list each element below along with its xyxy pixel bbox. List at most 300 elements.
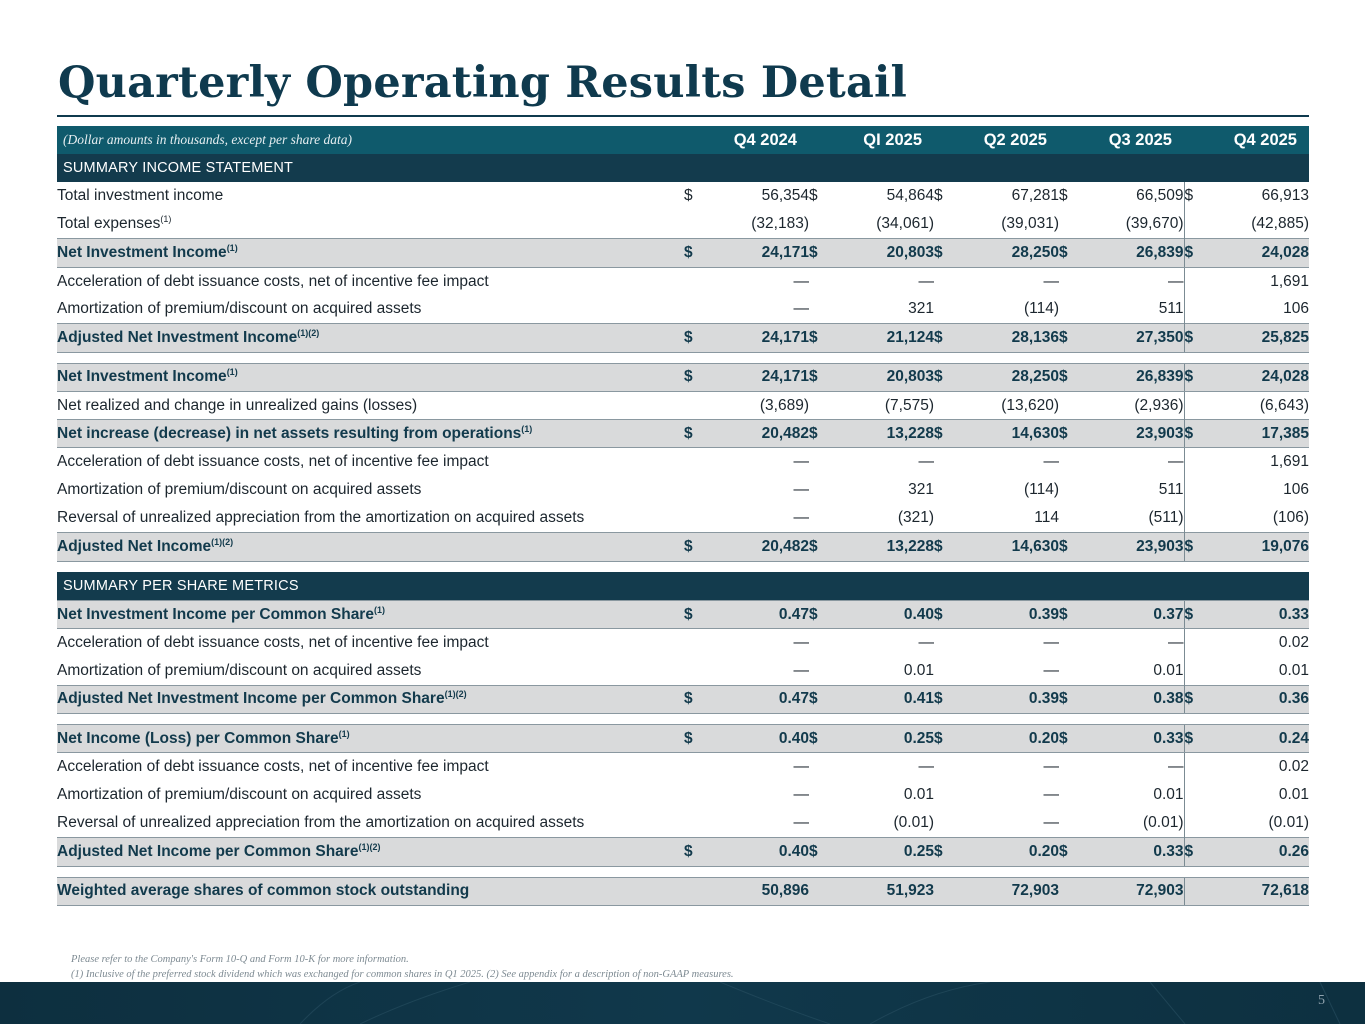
value-cell: — (1076, 267, 1184, 295)
value-cell: 21,124 (826, 324, 934, 352)
currency-symbol: $ (934, 182, 951, 210)
value-cell: 23,903 (1076, 420, 1184, 448)
table-row (57, 267, 1309, 295)
currency-symbol: $ (1184, 324, 1201, 352)
value-cell: 511 (1076, 295, 1184, 323)
value-cell: 0.33 (1076, 838, 1184, 866)
currency-symbol (684, 781, 701, 809)
section-header: SUMMARY PER SHARE METRICS (57, 572, 1309, 600)
currency-symbol: $ (809, 838, 826, 866)
table-row (57, 391, 1309, 419)
currency-symbol (684, 810, 701, 838)
value-cell: — (701, 448, 809, 476)
currency-symbol: $ (1184, 182, 1201, 210)
table-row (57, 324, 1309, 352)
table-row (57, 838, 1309, 866)
row-label-text: Adjusted Net Investment Income (57, 328, 298, 346)
value-cell: 114 (951, 505, 1059, 533)
currency-symbol (809, 781, 826, 809)
currency-symbol (684, 505, 701, 533)
value-cell: 72,903 (1076, 877, 1184, 905)
row-label-text: Adjusted Net Income (57, 538, 212, 555)
currency-symbol: $ (1184, 239, 1201, 267)
currency-symbol (809, 753, 826, 781)
currency-symbol (809, 391, 826, 419)
currency-symbol: $ (1059, 838, 1076, 866)
row-label (57, 211, 684, 239)
value-cell: (106) (1201, 505, 1309, 533)
row-label-text: Amortization of premium/discount on acquired assets (57, 300, 422, 318)
value-cell: 0.40 (701, 838, 809, 866)
value-cell: 0.33 (1076, 725, 1184, 753)
value-cell: — (951, 753, 1059, 781)
table-row (57, 448, 1309, 476)
currency-symbol (809, 211, 826, 239)
spacer-row (57, 866, 1309, 877)
row-label-text: Total expenses (57, 215, 161, 233)
value-cell: — (1076, 629, 1184, 657)
currency-symbol (684, 295, 701, 323)
currency-symbol: $ (934, 363, 951, 391)
value-cell: — (701, 753, 809, 781)
value-cell: 26,839 (1076, 363, 1184, 391)
value-cell: 1,691 (1201, 267, 1309, 295)
currency-symbol: $ (934, 420, 951, 448)
row-label-text: Net Investment Income (57, 244, 227, 262)
value-cell: — (701, 810, 809, 838)
value-cell: 321 (826, 476, 934, 504)
table-row (57, 363, 1309, 391)
value-cell: 0.40 (701, 725, 809, 753)
currency-symbol (809, 629, 826, 657)
currency-symbol: $ (1059, 685, 1076, 713)
row-label-text: Reversal of unrealized appreciation from the amortization on acquired assets (57, 814, 585, 832)
value-cell: 20,803 (826, 239, 934, 267)
currency-symbol (809, 877, 826, 905)
spacer-row (57, 561, 1309, 572)
value-cell: 106 (1201, 476, 1309, 504)
table-row (57, 629, 1309, 657)
currency-symbol: $ (809, 533, 826, 561)
value-cell: (34,061) (826, 211, 934, 239)
footnote-marker: (1) (160, 214, 172, 225)
row-label-text: Amortization of premium/discount on acquired assets (57, 661, 422, 679)
currency-symbol (684, 476, 701, 504)
value-cell: 511 (1076, 476, 1184, 504)
footnote-marker: (1)(2) (358, 841, 381, 852)
footnote-marker: (1)(2) (297, 327, 320, 338)
currency-symbol: $ (934, 838, 951, 866)
section-header-row (57, 154, 1309, 182)
currency-symbol (809, 505, 826, 533)
value-cell: (2,936) (1076, 391, 1184, 419)
section-header: SUMMARY INCOME STATEMENT (57, 154, 1309, 182)
column-header-period: Q3 2025 (1059, 126, 1184, 154)
currency-symbol (1184, 295, 1201, 323)
currency-symbol: $ (684, 420, 701, 448)
currency-symbol: $ (1059, 324, 1076, 352)
row-label (57, 239, 684, 267)
value-cell: 0.01 (1076, 657, 1184, 685)
value-cell: (511) (1076, 505, 1184, 533)
value-cell: — (701, 295, 809, 323)
table-row (57, 657, 1309, 685)
value-cell: — (951, 629, 1059, 657)
spacer-row (57, 714, 1309, 725)
currency-symbol: $ (809, 363, 826, 391)
value-cell: 0.38 (1076, 685, 1184, 713)
row-label (57, 838, 684, 866)
value-cell: — (951, 657, 1059, 685)
currency-symbol: $ (934, 324, 951, 352)
value-cell: — (951, 448, 1059, 476)
table-row (57, 877, 1309, 905)
footnote-marker: (1)(2) (211, 537, 234, 547)
spacer-row (57, 352, 1309, 363)
value-cell: — (701, 267, 809, 295)
currency-symbol (1059, 476, 1076, 504)
footer-decoration (0, 982, 1365, 1024)
currency-symbol (684, 391, 701, 419)
currency-symbol (934, 781, 951, 809)
footer-band (0, 982, 1365, 1024)
value-cell: — (826, 753, 934, 781)
currency-symbol (934, 753, 951, 781)
row-label (57, 877, 684, 905)
value-cell: 67,281 (951, 182, 1059, 210)
table-row (57, 505, 1309, 533)
currency-symbol (809, 476, 826, 504)
value-cell: 0.25 (826, 725, 934, 753)
currency-symbol (1184, 781, 1201, 809)
value-cell: 0.40 (826, 600, 934, 628)
value-cell: 0.39 (951, 600, 1059, 628)
value-cell: (32,183) (701, 211, 809, 239)
value-cell: — (1076, 448, 1184, 476)
currency-symbol (684, 267, 701, 295)
table-row (57, 295, 1309, 323)
value-cell: (321) (826, 505, 934, 533)
currency-symbol: $ (809, 725, 826, 753)
row-label (57, 600, 684, 628)
table-header-row (57, 126, 1309, 154)
units-note: (Dollar amounts in thousands, except per share data) (57, 126, 684, 154)
currency-symbol: $ (934, 533, 951, 561)
value-cell: 20,803 (826, 363, 934, 391)
currency-symbol (1184, 629, 1201, 657)
value-cell: (6,643) (1201, 391, 1309, 419)
currency-symbol (684, 877, 701, 905)
currency-symbol: $ (1059, 600, 1076, 628)
footnote-marker: (1) (226, 367, 238, 378)
footnote-marker: (1) (226, 243, 238, 254)
currency-symbol (934, 476, 951, 504)
value-cell: 0.39 (951, 685, 1059, 713)
value-cell: 1,691 (1201, 448, 1309, 476)
value-cell: 0.24 (1201, 725, 1309, 753)
value-cell: 25,825 (1201, 324, 1309, 352)
currency-symbol (1184, 476, 1201, 504)
column-header-period: QI 2025 (809, 126, 934, 154)
row-label-text: Net Investment Income (57, 368, 227, 386)
value-cell: 0.47 (701, 600, 809, 628)
value-cell: 0.01 (826, 781, 934, 809)
footnote-marker: (1) (373, 604, 385, 615)
value-cell: 0.26 (1201, 838, 1309, 866)
row-label-text: Amortization of premium/discount on acquired assets (57, 786, 422, 804)
value-cell: (0.01) (1201, 810, 1309, 838)
value-cell: 23,903 (1076, 533, 1184, 561)
row-label (57, 182, 684, 210)
row-label (57, 420, 684, 448)
value-cell: 28,250 (951, 239, 1059, 267)
value-cell: 19,076 (1201, 533, 1309, 561)
value-cell: — (826, 448, 934, 476)
row-label-text: Acceleration of debt issuance costs, net of incentive fee impact (57, 272, 489, 290)
currency-symbol (934, 448, 951, 476)
table-row (57, 685, 1309, 713)
currency-symbol (1184, 505, 1201, 533)
value-cell: 66,509 (1076, 182, 1184, 210)
table-row (57, 211, 1309, 239)
row-label-text: Net Investment Income per Common Share (57, 605, 374, 623)
row-label (57, 781, 684, 809)
row-label (57, 629, 684, 657)
value-cell: 0.36 (1201, 685, 1309, 713)
currency-symbol (809, 295, 826, 323)
footnote-refer: Please refer to the Company's Form 10-Q and Form 10-K for more information. (71, 954, 409, 965)
value-cell: (39,670) (1076, 211, 1184, 239)
row-label-text: Acceleration of debt issuance costs, net of incentive fee impact (57, 453, 489, 471)
value-cell: 0.33 (1201, 600, 1309, 628)
currency-symbol: $ (1184, 420, 1201, 448)
currency-symbol: $ (684, 838, 701, 866)
currency-symbol: $ (1059, 182, 1076, 210)
currency-symbol: $ (809, 420, 826, 448)
row-label (57, 295, 684, 323)
currency-symbol: $ (1184, 685, 1201, 713)
currency-symbol: $ (684, 363, 701, 391)
row-label (57, 267, 684, 295)
value-cell: 14,630 (951, 533, 1059, 561)
value-cell: 0.01 (826, 657, 934, 685)
row-label-text: Net realized and change in unrealized gains (losses) (57, 396, 418, 414)
currency-symbol (1184, 657, 1201, 685)
table-row (57, 420, 1309, 448)
row-label-text: Acceleration of debt issuance costs, net of incentive fee impact (57, 758, 489, 776)
value-cell: 0.20 (951, 725, 1059, 753)
table-row (57, 600, 1309, 628)
value-cell: 321 (826, 295, 934, 323)
currency-symbol: $ (809, 324, 826, 352)
currency-symbol (1059, 505, 1076, 533)
row-label-text: Total investment income (57, 187, 224, 205)
value-cell: 26,839 (1076, 239, 1184, 267)
value-cell: 50,896 (701, 877, 809, 905)
value-cell: 24,028 (1201, 363, 1309, 391)
value-cell: — (701, 781, 809, 809)
currency-symbol: $ (934, 239, 951, 267)
currency-symbol (1184, 391, 1201, 419)
page-number: 5 (1318, 993, 1325, 1008)
value-cell: 24,171 (701, 363, 809, 391)
value-cell: — (951, 810, 1059, 838)
currency-symbol: $ (1059, 533, 1076, 561)
value-cell: 17,385 (1201, 420, 1309, 448)
row-label (57, 657, 684, 685)
row-label (57, 685, 684, 713)
value-cell: (7,575) (826, 391, 934, 419)
currency-symbol (1184, 753, 1201, 781)
value-cell: (114) (951, 295, 1059, 323)
currency-symbol (934, 629, 951, 657)
value-cell: — (951, 781, 1059, 809)
currency-symbol (1059, 753, 1076, 781)
value-cell: 106 (1201, 295, 1309, 323)
row-label (57, 363, 684, 391)
currency-symbol: $ (1059, 725, 1076, 753)
currency-symbol (1184, 267, 1201, 295)
currency-symbol (684, 448, 701, 476)
row-label (57, 324, 684, 352)
currency-symbol (1059, 810, 1076, 838)
value-cell: 0.37 (1076, 600, 1184, 628)
value-cell: 0.02 (1201, 753, 1309, 781)
currency-symbol (1059, 267, 1076, 295)
currency-symbol: $ (809, 182, 826, 210)
currency-symbol: $ (809, 600, 826, 628)
row-label-text: Reversal of unrealized appreciation from the amortization on acquired assets (57, 509, 585, 527)
currency-symbol (1059, 295, 1076, 323)
currency-symbol (934, 877, 951, 905)
column-header-period: Q2 2025 (934, 126, 1059, 154)
column-header-period: Q4 2024 (684, 126, 809, 154)
value-cell: — (701, 476, 809, 504)
currency-symbol (934, 505, 951, 533)
currency-symbol (1184, 877, 1201, 905)
currency-symbol (934, 211, 951, 239)
row-label (57, 448, 684, 476)
value-cell: 20,482 (701, 420, 809, 448)
currency-symbol: $ (1184, 838, 1201, 866)
currency-symbol: $ (934, 725, 951, 753)
value-cell: 0.01 (1076, 781, 1184, 809)
row-label-text: Net Income (Loss) per Common Share (57, 729, 339, 747)
row-label-text: Net increase (decrease) in net assets resulting from operations (57, 424, 522, 442)
currency-symbol: $ (1184, 363, 1201, 391)
value-cell: 72,618 (1201, 877, 1309, 905)
currency-symbol: $ (684, 533, 701, 561)
currency-symbol: $ (809, 239, 826, 267)
currency-symbol (1059, 391, 1076, 419)
value-cell: (114) (951, 476, 1059, 504)
value-cell: 54,864 (826, 182, 934, 210)
row-label (57, 810, 684, 838)
value-cell: 24,171 (701, 324, 809, 352)
value-cell: 0.02 (1201, 629, 1309, 657)
row-label-text: Adjusted Net Income per Common Share (57, 842, 359, 860)
currency-symbol (684, 657, 701, 685)
currency-symbol (1184, 810, 1201, 838)
currency-symbol (934, 391, 951, 419)
value-cell: 0.47 (701, 685, 809, 713)
value-cell: — (951, 267, 1059, 295)
table-row (57, 182, 1309, 210)
currency-symbol (1059, 629, 1076, 657)
currency-symbol: $ (684, 600, 701, 628)
row-label (57, 533, 684, 561)
currency-symbol (1059, 657, 1076, 685)
row-label-text: Acceleration of debt issuance costs, net of incentive fee impact (57, 634, 489, 652)
currency-symbol: $ (1184, 725, 1201, 753)
footnote-marker: (1)(2) (444, 689, 467, 700)
value-cell: 24,171 (701, 239, 809, 267)
value-cell: 24,028 (1201, 239, 1309, 267)
value-cell: 20,482 (701, 533, 809, 561)
value-cell: 14,630 (951, 420, 1059, 448)
currency-symbol: $ (934, 600, 951, 628)
table-row (57, 476, 1309, 504)
value-cell: — (826, 629, 934, 657)
value-cell: (0.01) (1076, 810, 1184, 838)
currency-symbol: $ (684, 725, 701, 753)
value-cell: 56,354 (701, 182, 809, 210)
value-cell: 27,350 (1076, 324, 1184, 352)
currency-symbol: $ (684, 685, 701, 713)
table-row (57, 725, 1309, 753)
table-row (57, 810, 1309, 838)
operating-results-table (57, 126, 1309, 906)
value-cell: 0.01 (1201, 781, 1309, 809)
row-label-text: Amortization of premium/discount on acquired assets (57, 481, 422, 499)
table-row (57, 533, 1309, 561)
footnote-definitions: (1) Inclusive of the preferred stock dividend which was exchanged for common shares in Q1 2025. (2) See appendix for a description of non-GAAP measures. (71, 969, 734, 980)
value-cell: 28,136 (951, 324, 1059, 352)
value-cell: 51,923 (826, 877, 934, 905)
currency-symbol (1184, 448, 1201, 476)
value-cell: (42,885) (1201, 211, 1309, 239)
currency-symbol (934, 295, 951, 323)
row-label-text: Weighted average shares of common stock outstanding (57, 882, 470, 900)
value-cell: — (701, 505, 809, 533)
value-cell: 0.20 (951, 838, 1059, 866)
footnotes (71, 952, 734, 982)
value-cell: 0.41 (826, 685, 934, 713)
table-row (57, 753, 1309, 781)
column-header-period: Q4 2025 (1184, 126, 1309, 154)
value-cell: (39,031) (951, 211, 1059, 239)
value-cell: (3,689) (701, 391, 809, 419)
row-label (57, 753, 684, 781)
row-label (57, 725, 684, 753)
title-divider (57, 115, 1309, 117)
value-cell: 13,228 (826, 420, 934, 448)
value-cell: 0.25 (826, 838, 934, 866)
currency-symbol: $ (684, 324, 701, 352)
currency-symbol: $ (1184, 600, 1201, 628)
currency-symbol: $ (1059, 239, 1076, 267)
currency-symbol: $ (809, 685, 826, 713)
currency-symbol (1059, 448, 1076, 476)
currency-symbol: $ (934, 685, 951, 713)
currency-symbol: $ (1059, 363, 1076, 391)
page-title: Quarterly Operating Results Detail (58, 58, 908, 108)
table-row (57, 239, 1309, 267)
section-header-row (57, 572, 1309, 600)
value-cell: 28,250 (951, 363, 1059, 391)
row-label-text: Adjusted Net Investment Income per Common Share (57, 690, 445, 708)
row-label (57, 505, 684, 533)
